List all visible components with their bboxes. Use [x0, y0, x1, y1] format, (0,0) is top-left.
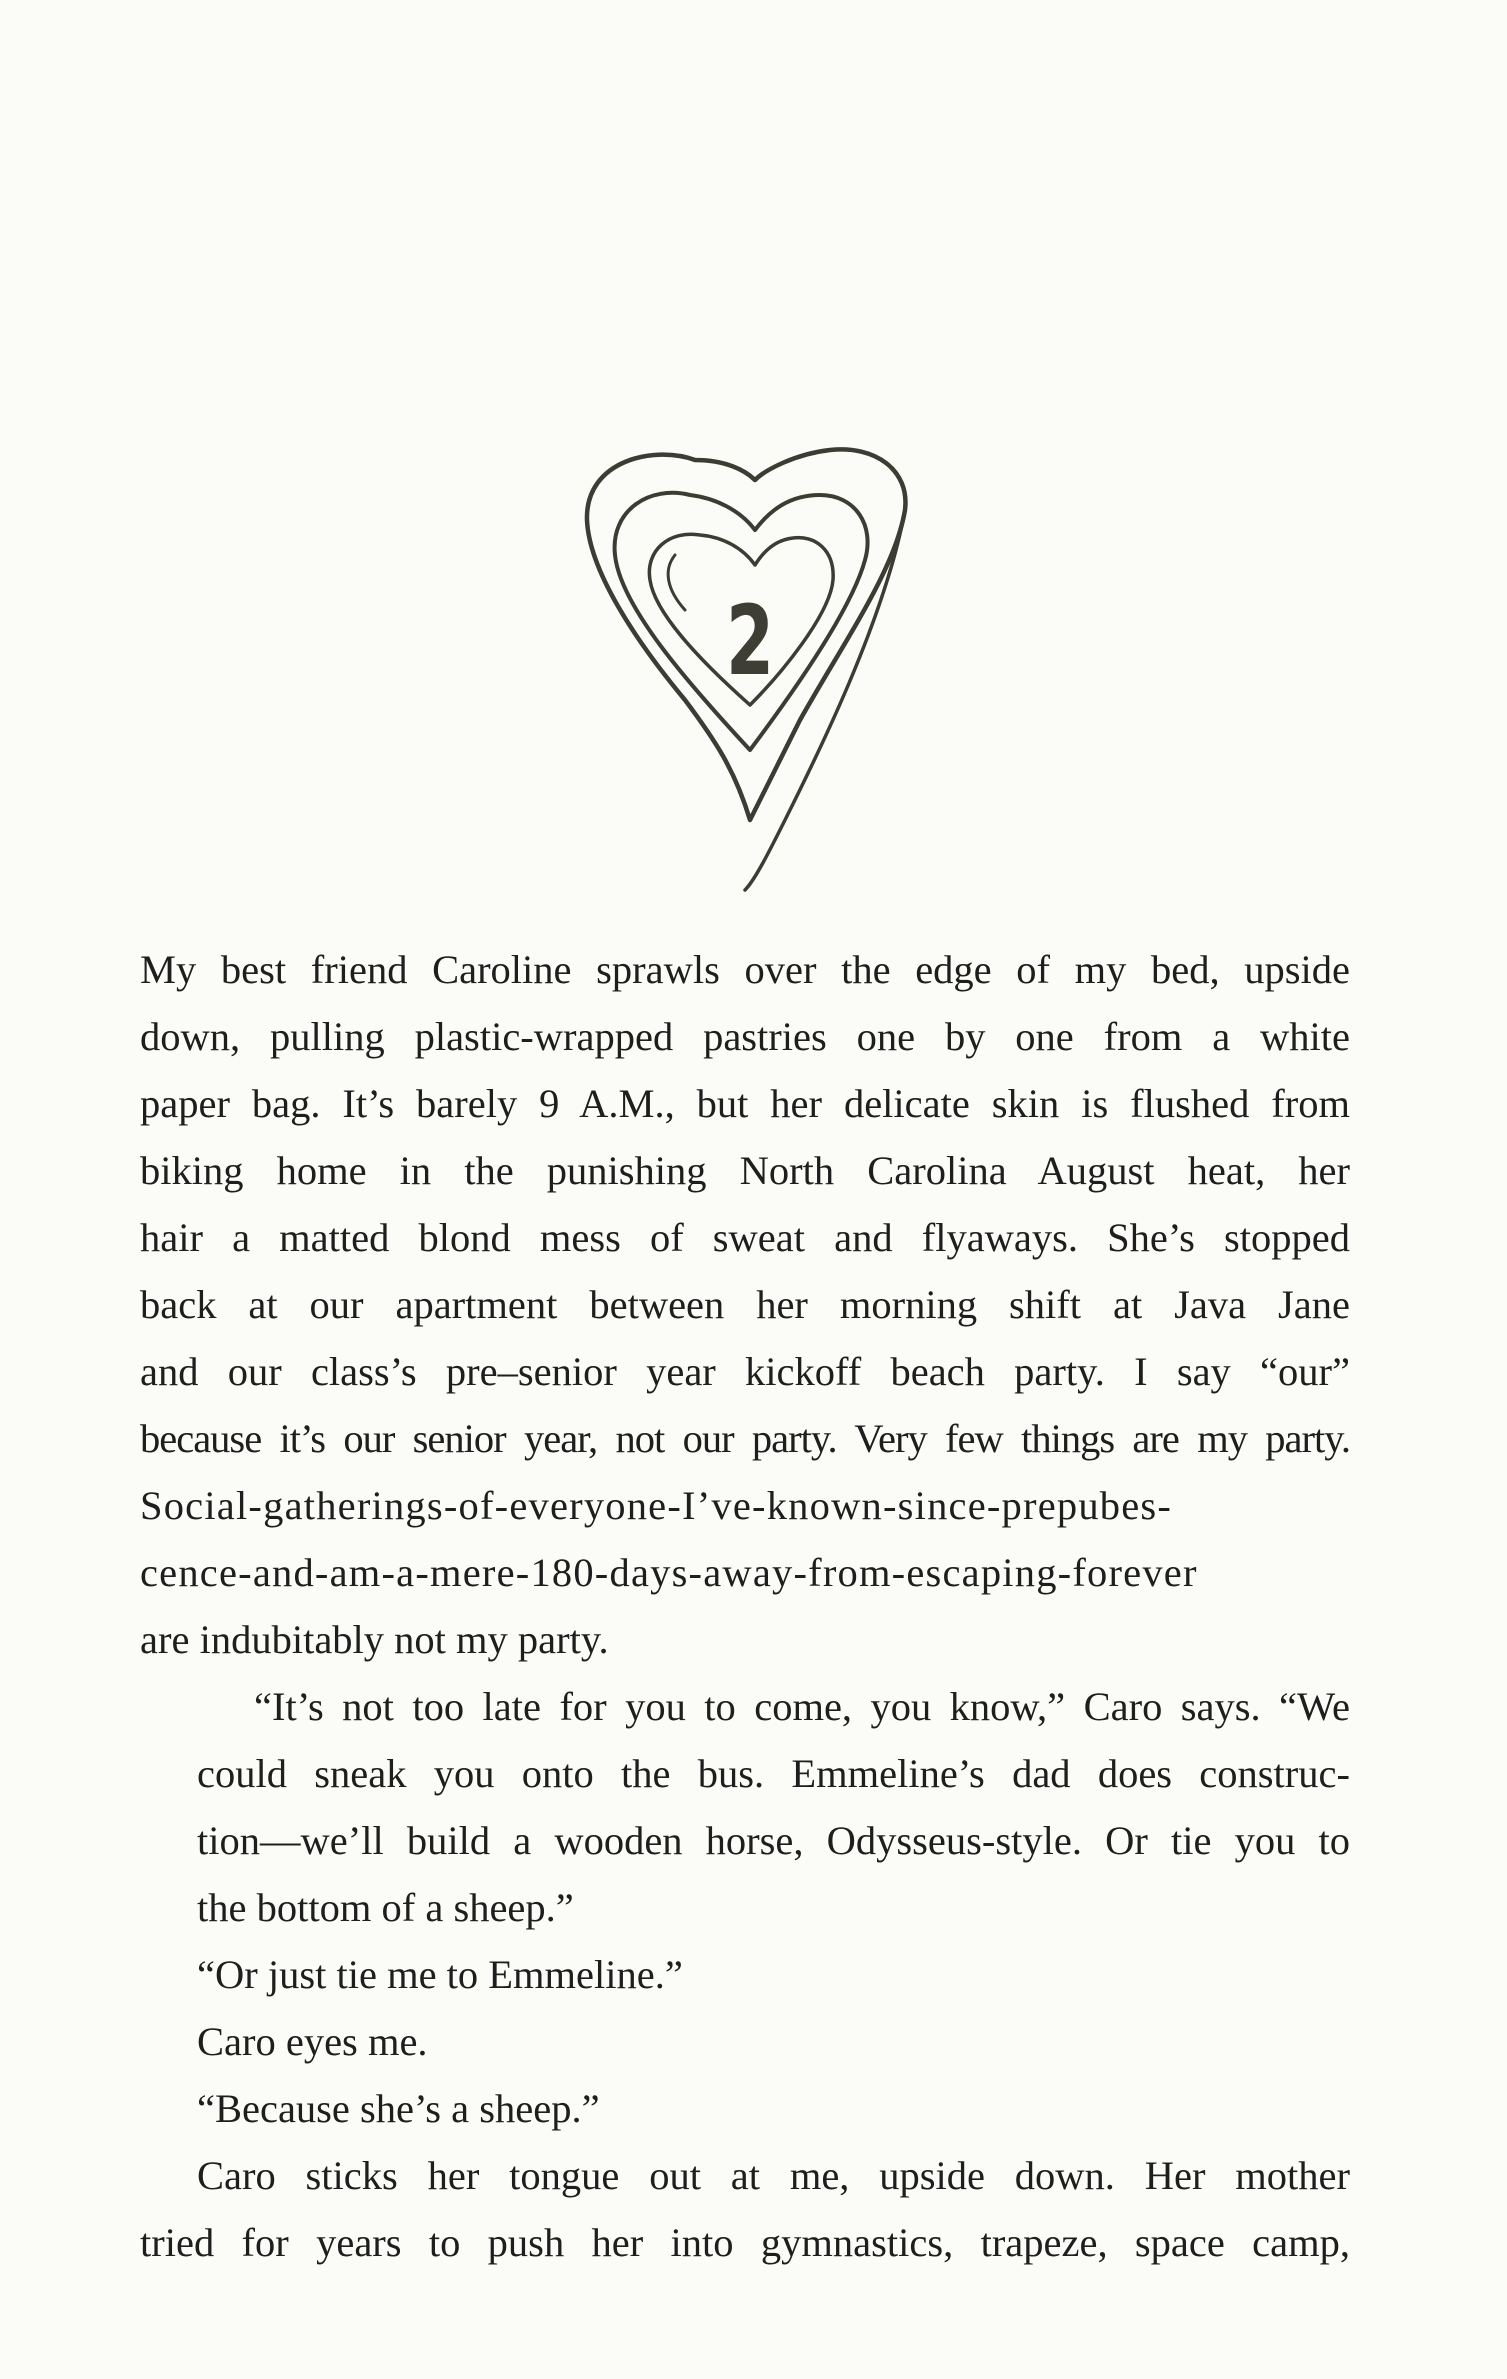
- chapter-number: 2: [725, 585, 775, 697]
- text-line: “It’s not too late for you to come, you know,” Caro says. “We: [254, 1684, 1350, 1729]
- text-line: Caro eyes me.: [197, 2019, 428, 2064]
- paragraph: [140, 2008, 1350, 2075]
- text-line: cence-and-am-a-mere-180-days-away-from-escaping-forever: [140, 1550, 1198, 1595]
- text-line: the bottom of a sheep.”: [197, 1885, 574, 1930]
- text-line: paper bag. It’s barely 9 A.M., but her delicate skin is flushed from: [140, 1081, 1350, 1126]
- text-line: biking home in the punishing North Carolina August heat, her: [140, 1148, 1350, 1193]
- text-line: could sneak you onto the bus. Emmeline’s dad does construc-: [197, 1751, 1350, 1796]
- text-line: Social-gatherings-of-everyone-I’ve-known-since-prepubes-: [140, 1483, 1173, 1528]
- text-line: hair a matted blond mess of sweat and flyaways. She’s stopped: [140, 1215, 1350, 1260]
- paragraph: [140, 1941, 1350, 2008]
- text-line: Caro sticks her tongue out at me, upside down. Her mother: [197, 2153, 1350, 2198]
- text-line: “Or just tie me to Emmeline.”: [197, 1952, 683, 1997]
- text-line: My best friend Caroline sprawls over the edge of my bed, upside: [140, 947, 1350, 992]
- paragraph: [140, 2142, 1350, 2276]
- text-line: tion—we’ll build a wooden horse, Odysseus-style. Or tie you to: [197, 1818, 1350, 1863]
- text-line: because it’s our senior year, not our party. Very few things are my party.: [140, 1416, 1350, 1461]
- chapter-heading: [575, 440, 945, 900]
- chapter-text: [140, 936, 1350, 2276]
- text-line: down, pulling plastic-wrapped pastries one by one from a white: [140, 1014, 1350, 1059]
- text-line: “Because she’s a sheep.”: [197, 2086, 600, 2131]
- text-line: back at our apartment between her morning shift at Java Jane: [140, 1282, 1350, 1327]
- text-line: and our class’s pre–senior year kickoff beach party. I say “our”: [140, 1349, 1350, 1394]
- text-line: tried for years to push her into gymnastics, trapeze, space camp,: [140, 2220, 1350, 2265]
- paragraph: [140, 1673, 1350, 1941]
- text-line: are indubitably not my party.: [140, 1617, 609, 1662]
- paragraph: [140, 2075, 1350, 2142]
- paragraph: [140, 936, 1350, 1673]
